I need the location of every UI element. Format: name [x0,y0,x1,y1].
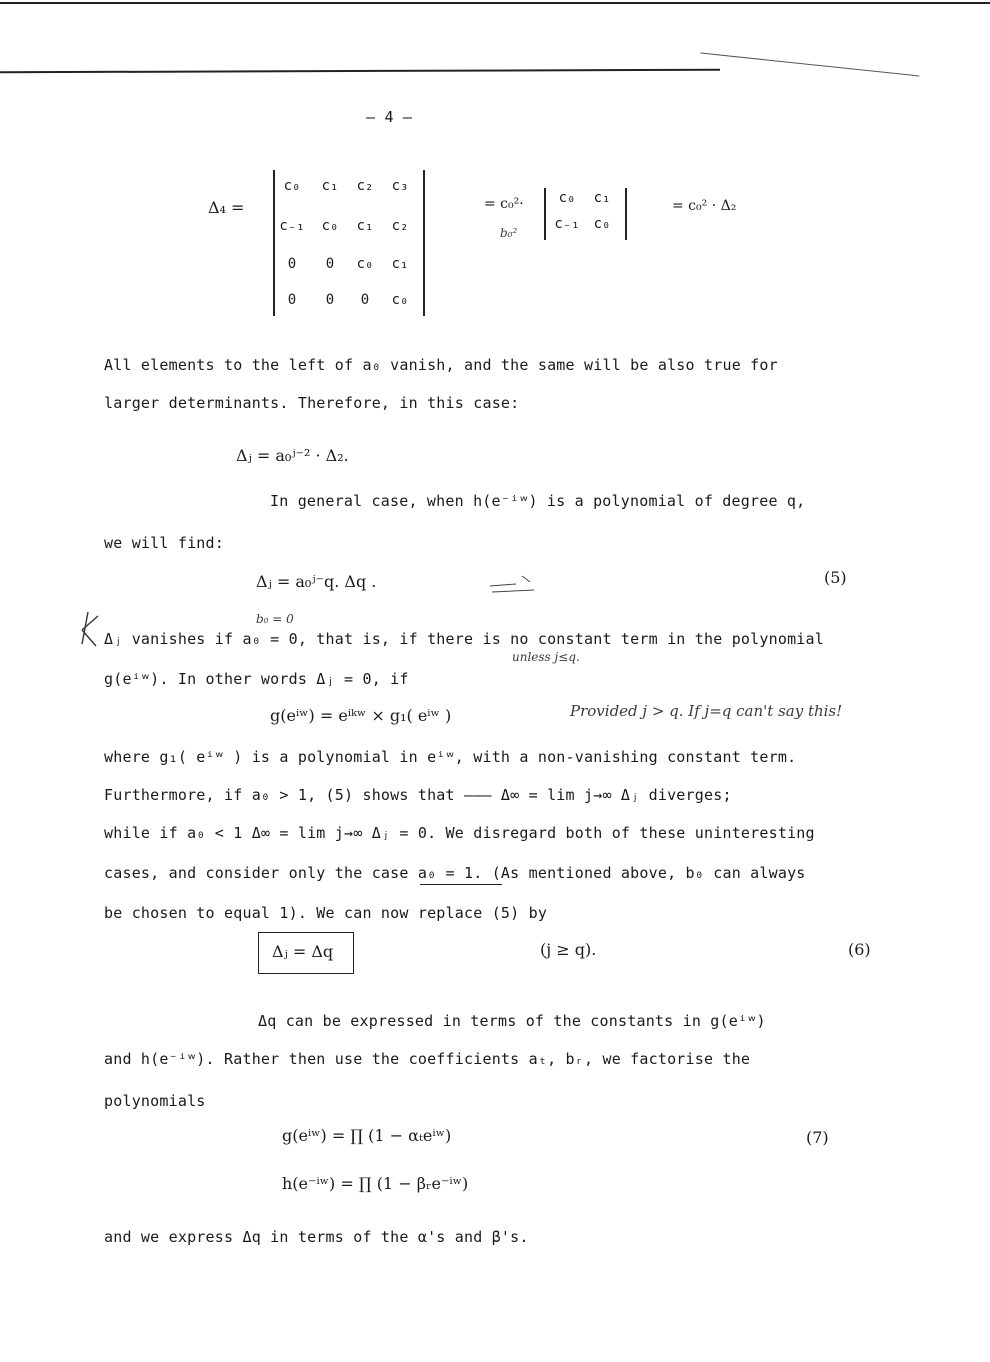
mini-det-cell: c₀ [558,190,576,206]
para3-line2: g(eⁱʷ). In other words Δⱼ = 0, if [104,670,409,688]
para3-line1: Δⱼ vanishes if a₀ = 0, that is, if there is no constant term in the polynomial [104,630,824,648]
det-cell: c₁ [391,256,409,272]
underline-a0-equals-1 [420,884,502,885]
para4-line2: and h(e⁻ⁱʷ). Rather then use the coefficients aₜ, bᵣ, we factorise the [104,1050,751,1068]
determinant-eq2-prefix: = c₀²· [484,196,524,212]
mini-det-bar-right [625,188,627,240]
para4-line1: Δq can be expressed in terms of the constants in g(eⁱʷ) [258,1012,766,1030]
final-line: and we express Δq in terms of the α's and β's. [104,1228,529,1246]
det-cell: c₀ [391,292,409,308]
det-cell: c₀ [321,218,339,234]
scan-rule-header-right [701,53,920,77]
mini-det-cell: c₋₁ [554,216,580,232]
det-cell: c₀ [356,256,374,272]
scan-rule-header [0,69,720,73]
equation-5: Δⱼ = a₀ʲ⁻q. Δq . [256,572,377,591]
para3-line4: Furthermore, if a₀ > 1, (5) shows that ——— Δ∞ = lim j→∞ Δⱼ diverges; [104,786,732,804]
para2-line1: In general case, when h(e⁻ⁱʷ) is a polynomial of degree q, [270,492,806,510]
equation-7-number: (7) [806,1128,829,1147]
para3-line6: cases, and consider only the case a₀ = 1. (As mentioned above, b₀ can always [104,864,806,882]
scribble-mark [486,568,546,598]
para2-line2: we will find: [104,534,224,552]
para3-line3: where g₁( eⁱʷ ) is a polynomial in eⁱʷ, with a non-vanishing constant term. [104,748,797,766]
det-cell: c₋₁ [279,218,305,234]
mini-det-bar-left [544,188,546,240]
equation-6: Δⱼ = Δq [272,942,334,961]
para3-line5: while if a₀ < 1 Δ∞ = lim j→∞ Δⱼ = 0. We disregard both of these uninteresting [104,824,815,842]
mini-det-cell: c₀ [593,216,611,232]
det-cell: 0 [287,256,297,272]
para1-line2: larger determinants. Therefore, in this case: [104,394,520,412]
para3-line7: be chosen to equal 1). We can now replace (5) by [104,904,548,922]
det-cell: c₂ [391,218,409,234]
equation-7-line2: h(e⁻ⁱʷ) = ∏ (1 − βᵣe⁻ⁱʷ) [282,1174,469,1193]
det-cell: c₁ [321,178,339,194]
scan-edge-top [0,2,990,4]
det-cell: 0 [360,292,370,308]
handwritten-note-provided: Provided j > q. If j=q can't say this! [570,702,843,720]
det-cell: c₂ [356,178,374,194]
det-cell: 0 [325,256,335,272]
equation-7-line1: g(eⁱʷ) = ∏ (1 − αₜeⁱʷ) [282,1126,452,1145]
det-cell: c₁ [356,218,374,234]
handwritten-note-unless: unless j≤q. [512,650,580,664]
determinant-eq3: = c₀² · Δ₂ [672,198,737,214]
det-cell: c₃ [391,178,409,194]
determinant-eq2-note: b₀² [500,226,518,240]
mini-det-cell: c₁ [593,190,611,206]
equation-g-factor: g(eⁱʷ) = eⁱᵏʷ × g₁( eⁱʷ ) [270,706,452,725]
determinant-lhs: Δ₄ = [208,198,245,217]
equation-5-number: (5) [824,568,847,587]
page-number: – 4 – [366,108,413,126]
margin-note-b0: b₀ = 0 [256,612,294,626]
det-cell: c₀ [283,178,301,194]
margin-check-mark [78,608,104,648]
equation-6-number: (6) [848,940,871,959]
determinant-bar-right [423,170,425,316]
det-cell: 0 [287,292,297,308]
equation-simple: Δⱼ = a₀ʲ⁻² · Δ₂. [236,446,349,465]
det-cell: 0 [325,292,335,308]
equation-6-condition: (j ≥ q). [540,940,597,959]
para1-line1: All elements to the left of a₀ vanish, and the same will be also true for [104,356,778,374]
para4-line3: polynomials [104,1092,206,1110]
